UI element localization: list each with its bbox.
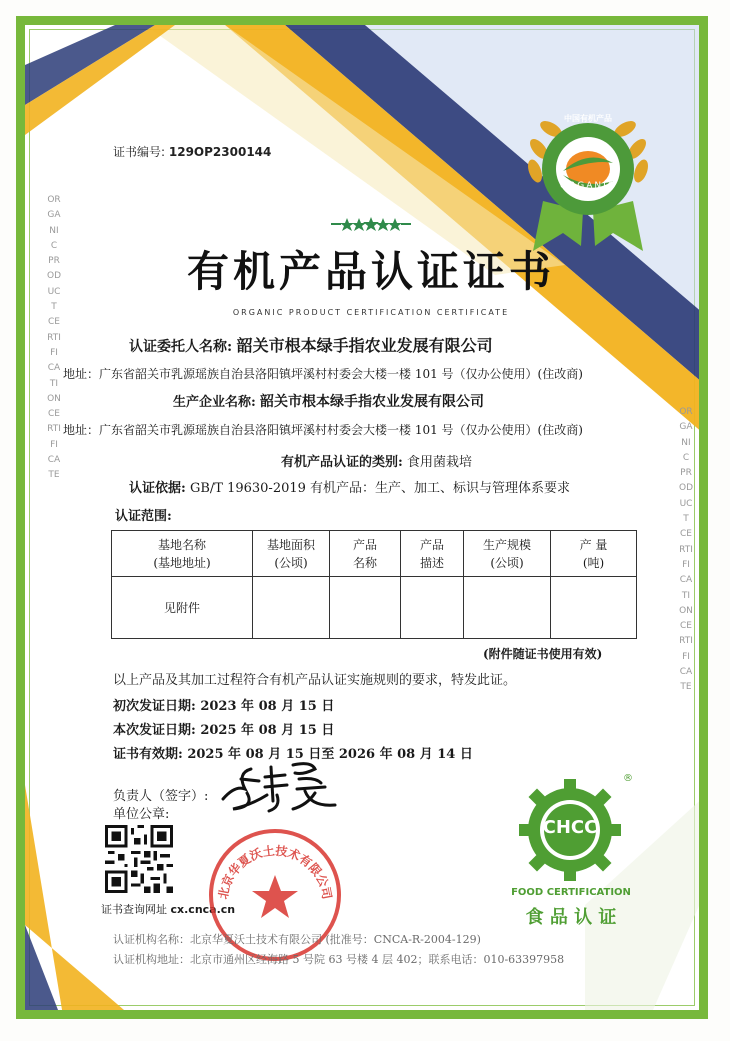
certificate-title: 有机产品认证证书 [186, 247, 555, 296]
table-cell [464, 577, 551, 639]
table-row [112, 577, 637, 639]
client-name: 韶关市根本绿手指农业发展有限公司 [236, 336, 493, 355]
footer-body-address: 认证机构地址：北京市通州区经海路 5 号院 63 号楼 4 层 402；联系电话：010-63397958 [113, 953, 565, 966]
scope-label: 认证范围: [115, 509, 172, 524]
certificate-number-value: 129OP2300144 [168, 145, 272, 159]
side-text-left: ORGANIC PRODUCT CERTIFICATION CERTIFICATE [47, 195, 62, 481]
query-label: 证书查询网址 [101, 903, 167, 916]
seal-label: 单位公章: [113, 807, 170, 822]
header-production-scale: 生产规模 (公顷) [464, 531, 551, 577]
table-cell [551, 577, 637, 639]
query-url[interactable]: cx.cnca.cn [170, 903, 236, 916]
category-value: 食用菌栽培 [406, 455, 472, 470]
qr-code [105, 825, 173, 893]
category-row [281, 451, 472, 470]
client-row [129, 333, 493, 356]
food-certification-text: FOOD CERTIFICATION [511, 887, 631, 898]
header-product-name: 产品 名称 [330, 531, 401, 577]
validity-period: 证书有效期: 2025 年 08 月 15 日至 2026 年 08 月 14 日 [113, 747, 473, 762]
table-cell [401, 577, 464, 639]
this-issue-date: 本次发证日期: 2025 年 08 月 15 日 [113, 723, 335, 738]
organic-logo-bottom-text: ORGANIC [559, 181, 617, 191]
food-certification-cn: 食 品 认 证 [525, 907, 617, 928]
producer-address: 地址：广东省韶关市乳源瑶族自治县洛阳镇坪溪村村委会大楼一楼 101 号（仅办公使用）(住改商) [63, 423, 583, 437]
client-label: 认证委托人名称: [129, 339, 233, 355]
category-label: 有机产品认证的类别: [281, 455, 403, 470]
producer-row [173, 391, 484, 411]
side-text-right: ORGANIC PRODUCT CERTIFICATION CERTIFICATE [679, 407, 694, 693]
certificate-number-label: 证书编号: [113, 145, 166, 159]
table-cell [253, 577, 330, 639]
certificate-frame [16, 16, 708, 1019]
handwritten-signature [215, 755, 345, 815]
basis-value: GB/T 19630-2019 有机产品：生产、加工、标识与管理体系要求 [189, 481, 571, 496]
scope-note: (附件随证书使用有效) [483, 647, 603, 661]
statement: 以上产品及其加工过程符合有机产品认证实施规则的要求，特发此证。 [113, 673, 517, 688]
seal-ring-text: 北京华夏沃土技术有限公司 [215, 843, 335, 901]
table-cell: 见附件 [112, 577, 253, 639]
table-cell [330, 577, 401, 639]
producer-label: 生产企业名称: [173, 395, 256, 410]
basis-label: 认证依据: [129, 481, 186, 496]
stars-icon [331, 217, 411, 231]
header-base-area: 基地面积 (公顷) [253, 531, 330, 577]
header-base-name: 基地名称 (基地地址) [112, 531, 253, 577]
certificate-number [113, 143, 271, 160]
organic-logo-top-text: 中国有机产品 [564, 114, 612, 123]
registered-mark: ® [623, 773, 633, 784]
scope-table-header [112, 531, 637, 577]
footer-body-name: 认证机构名称：北京华夏沃土技术有限公司 (批准号：CNCA-R-2004-129) [113, 933, 481, 946]
client-address: 地址：广东省韶关市乳源瑶族自治县洛阳镇坪溪村村委会大楼一楼 101 号（仅办公使用）(住改商) [63, 367, 583, 381]
basis-row [129, 477, 570, 496]
scope-table [111, 530, 637, 639]
first-issue-date: 初次发证日期: 2023 年 08 月 15 日 [113, 699, 335, 714]
signature-label: 负责人（签字）: [113, 789, 209, 804]
certificate-subtitle: ORGANIC PRODUCT CERTIFICATION CERTIFICATE [232, 308, 510, 317]
header-output: 产 量 (吨) [551, 531, 637, 577]
chcc-logo-text: CHCC [542, 817, 598, 838]
header-product-desc: 产品 描述 [401, 531, 464, 577]
producer-name: 韶关市根本绿手指农业发展有限公司 [259, 394, 484, 410]
